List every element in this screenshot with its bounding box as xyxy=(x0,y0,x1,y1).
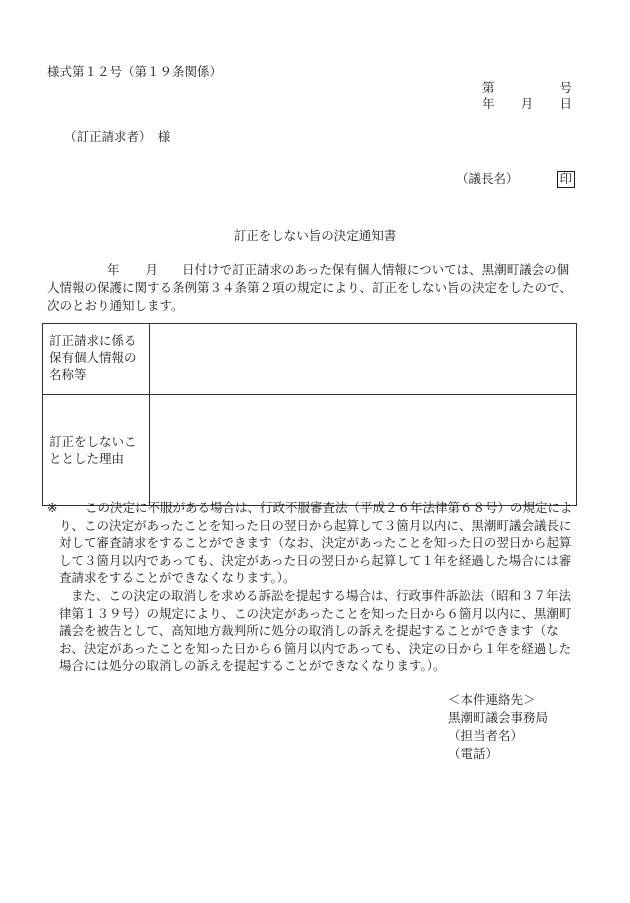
seal-mark: 印 xyxy=(557,171,576,188)
table-value-info-name xyxy=(150,324,577,395)
table-row xyxy=(43,324,577,395)
body-month: 月 xyxy=(145,262,159,277)
body-paragraph xyxy=(47,261,577,315)
contact-person: （担当者名） xyxy=(448,728,524,743)
contact-phone: （電話） xyxy=(448,746,499,761)
body-text: 日付けで訂正請求のあった保有個人情報については、黒潮町議会の個人情報の保護に関する条例第３４条第２項の規定により、訂正をしない旨の決定をしたので、次のとおり通知します。 xyxy=(47,262,572,313)
notes-section xyxy=(47,499,581,675)
note-paragraph-lawsuit: また、この決定の取消しを求める訴訟を提起する場合は、行政事件訴訟法（昭和３７年法律第１３９号）の規定により、この決定があったことを知った日から６箇月以内に、黒潮町議会を被告として、高知地方裁判所に処分の取消しの訴えを提起することができます（なお、決定があったことを知った日から６箇月以内であっても、決定の日から１年を経過した場合には処分の取消しの訴えを提起することができなくなります。）。 xyxy=(59,587,572,674)
table-value-reason xyxy=(150,395,577,506)
contact-block xyxy=(448,691,548,763)
date-day: 日 xyxy=(559,96,572,111)
date-line xyxy=(482,98,572,114)
table-label-reason: 訂正をしないこととした理由 xyxy=(43,395,150,506)
form-number: 様式第１２号（第１９条関係） xyxy=(47,64,223,79)
table-label-info-name: 訂正請求に係る保有個人情報の名称等 xyxy=(43,324,150,395)
number-dai: 第 xyxy=(482,80,495,95)
contact-office: 黒潮町議会事務局 xyxy=(448,710,549,725)
body-year: 年 xyxy=(107,262,120,277)
note-paragraph-appeal: この決定に不服がある場合は、行政不服審査法（平成２６年法律第６８号）の規定により、この決定があったことを知った日の翌日から起算して３箇月以内に、黒潮町議会議長に対して審査請求をすることができます（なお、決定があったことを知った日の翌日から起算して３箇月以内であっても、決定があった日の翌日から起算して１年を経過した場合には審査請求をすることができなくなります。）。 xyxy=(59,500,573,586)
addressee: （訂正請求者） 様 xyxy=(64,129,171,144)
sender-name: （議長名） xyxy=(456,171,519,186)
note-mark: ※ xyxy=(47,500,58,515)
document-number-block xyxy=(482,82,572,114)
sender xyxy=(456,171,575,188)
info-table xyxy=(42,323,577,506)
number-go: 号 xyxy=(559,80,572,95)
date-month: 月 xyxy=(520,96,534,111)
date-year: 年 xyxy=(482,96,495,111)
contact-heading: ＜本件連絡先＞ xyxy=(448,692,536,707)
table-row xyxy=(43,395,577,506)
document-title: 訂正をしない旨の決定通知書 xyxy=(233,228,397,243)
